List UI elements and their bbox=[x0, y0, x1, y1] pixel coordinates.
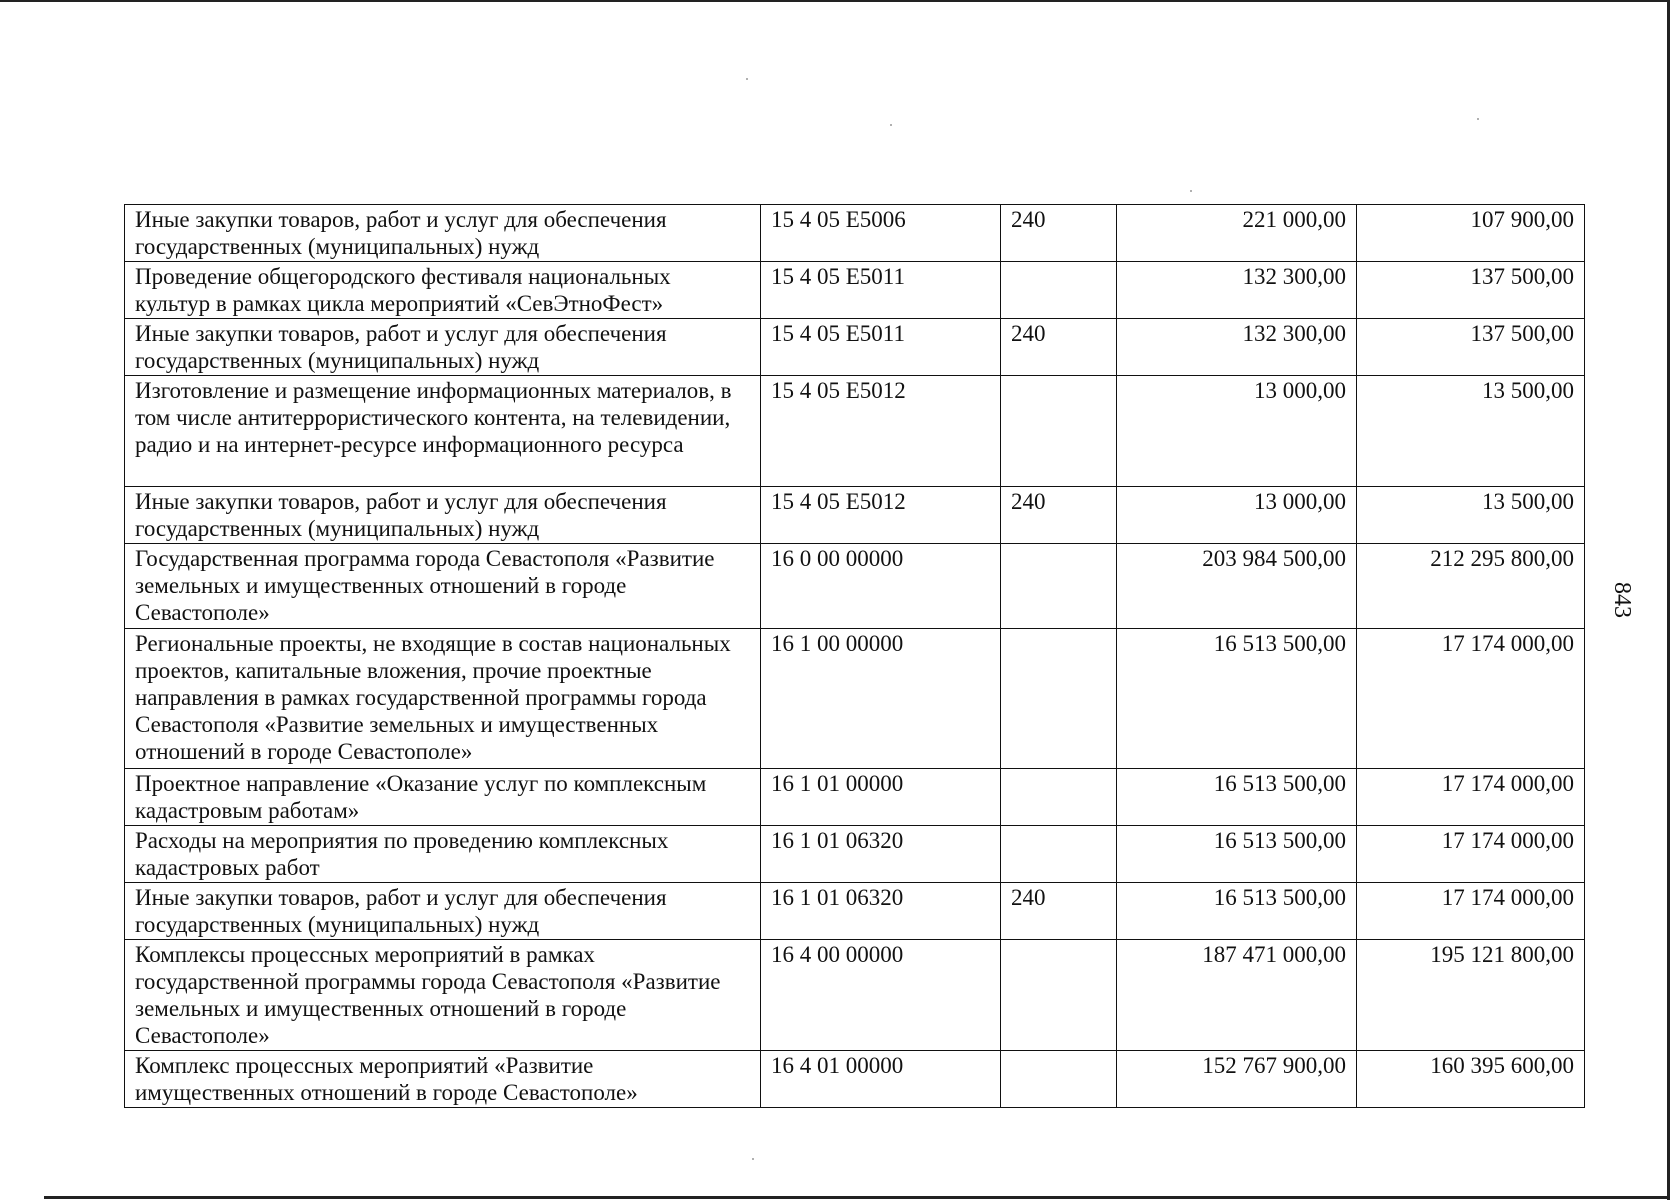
scan-speck bbox=[1190, 190, 1192, 192]
cell-target-code: 16 1 01 06320 bbox=[761, 826, 1001, 883]
scan-speck bbox=[1477, 118, 1479, 120]
cell-amount-year2: 13 500,00 bbox=[1357, 376, 1585, 487]
cell-amount-year2: 137 500,00 bbox=[1357, 319, 1585, 376]
page-border-bottom bbox=[44, 1196, 1670, 1199]
scan-speck bbox=[746, 78, 748, 80]
cell-name: Иные закупки товаров, работ и услуг для обеспечения государственных (муниципальных) нужд bbox=[125, 319, 761, 376]
cell-amount-year1: 132 300,00 bbox=[1117, 319, 1357, 376]
cell-amount-year1: 187 471 000,00 bbox=[1117, 940, 1357, 1051]
cell-amount-year2: 160 395 600,00 bbox=[1357, 1051, 1585, 1108]
cell-expense-type: 240 bbox=[1001, 487, 1117, 544]
cell-expense-type bbox=[1001, 376, 1117, 487]
page-border-top bbox=[0, 0, 1670, 2]
cell-expense-type bbox=[1001, 544, 1117, 629]
cell-name: Иные закупки товаров, работ и услуг для обеспечения государственных (муниципальных) нужд bbox=[125, 883, 761, 940]
cell-name: Комплекс процессных мероприятий «Развитие имущественных отношений в городе Севастополе» bbox=[125, 1051, 761, 1108]
cell-target-code: 15 4 05 E5011 bbox=[761, 319, 1001, 376]
table-row bbox=[125, 629, 1585, 769]
cell-amount-year2: 107 900,00 bbox=[1357, 205, 1585, 262]
cell-amount-year2: 195 121 800,00 bbox=[1357, 940, 1585, 1051]
cell-name: Государственная программа города Севастополя «Развитие земельных и имущественных отношений в городе Севастополе» bbox=[125, 544, 761, 629]
cell-amount-year2: 17 174 000,00 bbox=[1357, 629, 1585, 769]
cell-amount-year1: 16 513 500,00 bbox=[1117, 826, 1357, 883]
cell-name: Проектное направление «Оказание услуг по комплексным кадастровым работам» bbox=[125, 769, 761, 826]
cell-amount-year1: 16 513 500,00 bbox=[1117, 769, 1357, 826]
cell-name: Иные закупки товаров, работ и услуг для обеспечения государственных (муниципальных) нужд bbox=[125, 205, 761, 262]
table-body bbox=[125, 205, 1585, 1108]
scan-speck bbox=[890, 124, 892, 126]
cell-amount-year1: 203 984 500,00 bbox=[1117, 544, 1357, 629]
table-row bbox=[125, 544, 1585, 629]
scan-speck bbox=[752, 1158, 754, 1160]
cell-amount-year1: 16 513 500,00 bbox=[1117, 883, 1357, 940]
cell-name: Проведение общегородского фестиваля национальных культур в рамках цикла мероприятий «СевЭтноФест» bbox=[125, 262, 761, 319]
cell-amount-year1: 13 000,00 bbox=[1117, 376, 1357, 487]
table-row bbox=[125, 487, 1585, 544]
cell-target-code: 16 1 01 06320 bbox=[761, 883, 1001, 940]
cell-name: Иные закупки товаров, работ и услуг для обеспечения государственных (муниципальных) нужд bbox=[125, 487, 761, 544]
budget-table bbox=[124, 204, 1585, 1108]
cell-amount-year2: 17 174 000,00 bbox=[1357, 883, 1585, 940]
cell-target-code: 15 4 05 E5011 bbox=[761, 262, 1001, 319]
table-row bbox=[125, 826, 1585, 883]
table-row bbox=[125, 319, 1585, 376]
cell-amount-year1: 132 300,00 bbox=[1117, 262, 1357, 319]
table-row bbox=[125, 205, 1585, 262]
cell-name: Расходы на мероприятия по проведению комплексных кадастровых работ bbox=[125, 826, 761, 883]
cell-expense-type bbox=[1001, 629, 1117, 769]
cell-amount-year1: 13 000,00 bbox=[1117, 487, 1357, 544]
cell-amount-year2: 212 295 800,00 bbox=[1357, 544, 1585, 629]
cell-amount-year2: 17 174 000,00 bbox=[1357, 769, 1585, 826]
table-row bbox=[125, 1051, 1585, 1108]
cell-target-code: 16 1 00 00000 bbox=[761, 629, 1001, 769]
cell-name: Комплексы процессных мероприятий в рамках государственной программы города Севастополя «Развитие земельных и имущественных отношений в городе Севастополе» bbox=[125, 940, 761, 1051]
cell-amount-year1: 152 767 900,00 bbox=[1117, 1051, 1357, 1108]
cell-target-code: 16 4 01 00000 bbox=[761, 1051, 1001, 1108]
cell-target-code: 15 4 05 E5012 bbox=[761, 487, 1001, 544]
table-row bbox=[125, 262, 1585, 319]
cell-name: Изготовление и размещение информационных материалов, в том числе антитеррористического контента, на телевидении, радио и на интернет-ресурсе информационного ресурса bbox=[125, 376, 761, 487]
page-number: 843 bbox=[1609, 582, 1635, 618]
cell-name: Региональные проекты, не входящие в состав национальных проектов, капитальные вложения, прочие проектные направления в рамках государственной программы города Севастополя «Развитие земельных и имущественных отношений в городе Севастополе» bbox=[125, 629, 761, 769]
cell-expense-type bbox=[1001, 940, 1117, 1051]
table-row bbox=[125, 769, 1585, 826]
cell-expense-type bbox=[1001, 262, 1117, 319]
cell-target-code: 16 1 01 00000 bbox=[761, 769, 1001, 826]
cell-target-code: 15 4 05 E5006 bbox=[761, 205, 1001, 262]
table-row bbox=[125, 940, 1585, 1051]
cell-expense-type bbox=[1001, 1051, 1117, 1108]
cell-expense-type: 240 bbox=[1001, 883, 1117, 940]
cell-expense-type bbox=[1001, 826, 1117, 883]
cell-amount-year1: 16 513 500,00 bbox=[1117, 629, 1357, 769]
cell-expense-type bbox=[1001, 769, 1117, 826]
cell-target-code: 16 4 00 00000 bbox=[761, 940, 1001, 1051]
table-row bbox=[125, 883, 1585, 940]
cell-amount-year2: 137 500,00 bbox=[1357, 262, 1585, 319]
cell-target-code: 16 0 00 00000 bbox=[761, 544, 1001, 629]
cell-amount-year1: 221 000,00 bbox=[1117, 205, 1357, 262]
cell-expense-type: 240 bbox=[1001, 319, 1117, 376]
cell-amount-year2: 17 174 000,00 bbox=[1357, 826, 1585, 883]
cell-target-code: 15 4 05 E5012 bbox=[761, 376, 1001, 487]
cell-amount-year2: 13 500,00 bbox=[1357, 487, 1585, 544]
cell-expense-type: 240 bbox=[1001, 205, 1117, 262]
table-row bbox=[125, 376, 1585, 487]
